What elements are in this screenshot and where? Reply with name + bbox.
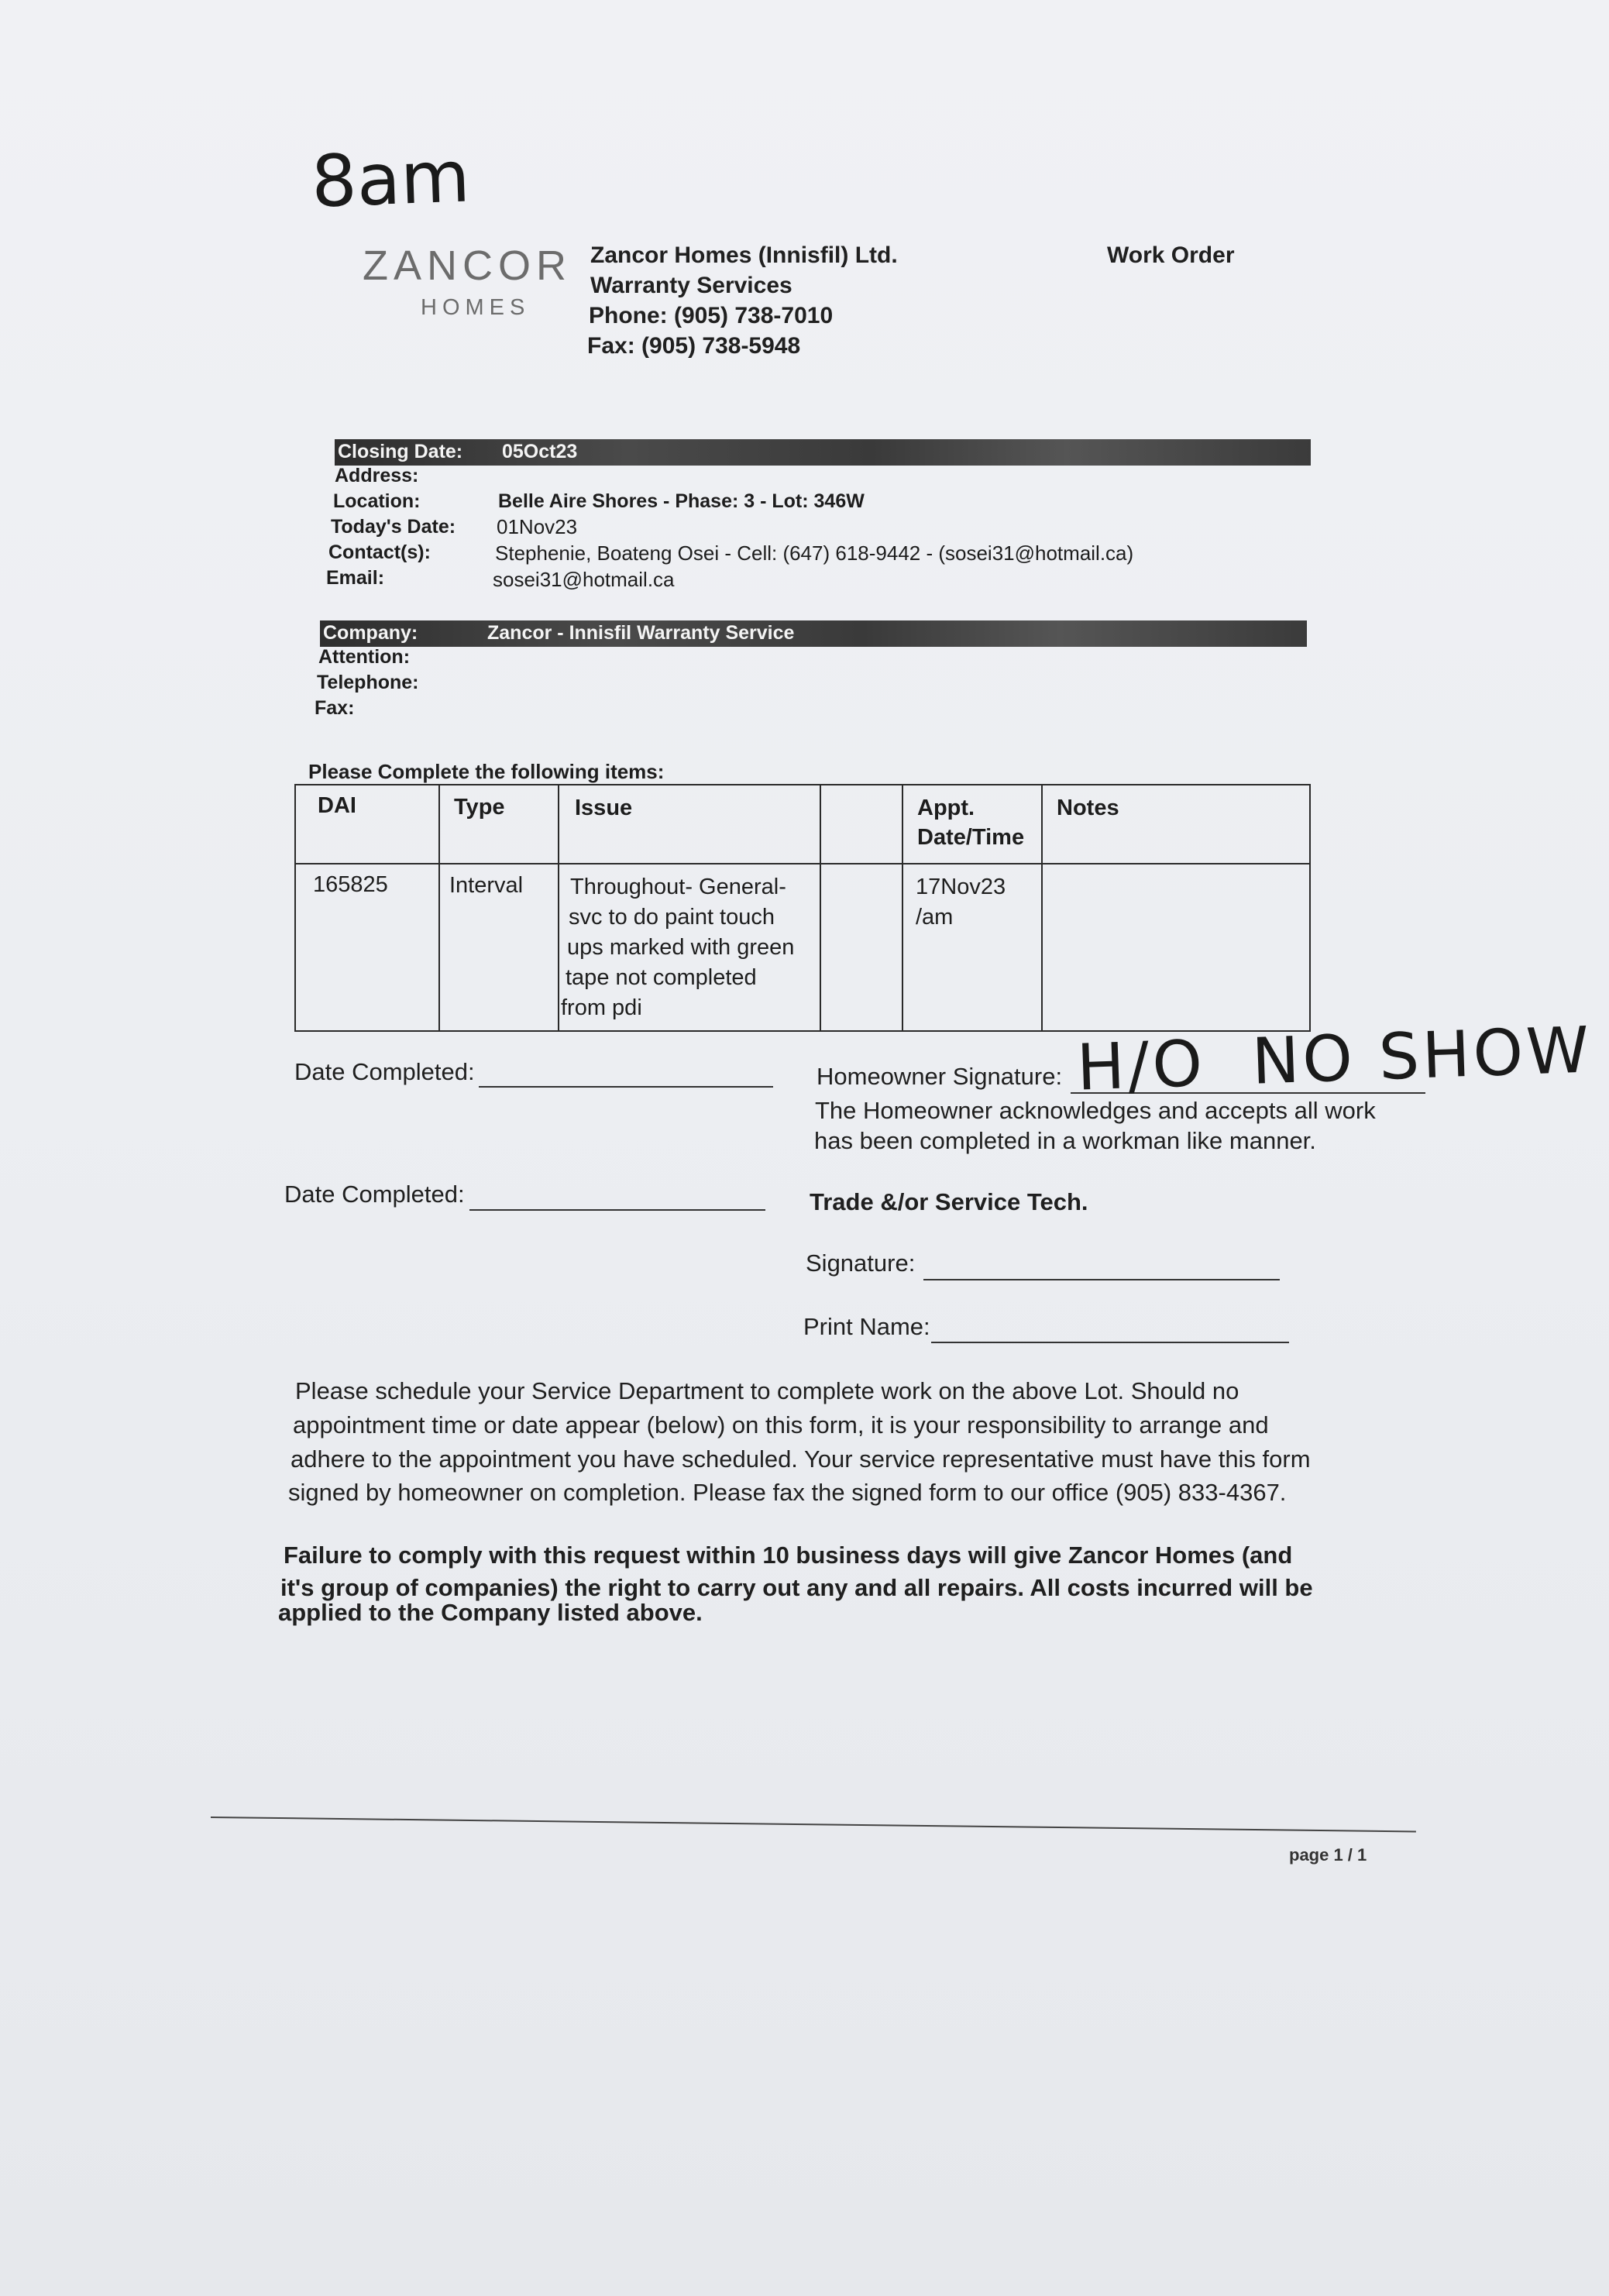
col-divider (902, 784, 903, 1030)
homeowner-date-line (479, 1086, 773, 1088)
company-bar (320, 620, 1307, 647)
col-header-dai: DAI (318, 793, 356, 818)
document-type: Work Order (1107, 242, 1235, 268)
items-table (294, 784, 1311, 1032)
fax-label: Fax: (315, 697, 355, 719)
trade-heading: Trade &/or Service Tech. (810, 1188, 1088, 1215)
cell-issue-line: ups marked with green (567, 935, 795, 960)
cell-issue-line: tape not completed (566, 965, 757, 990)
company-label: Company: (323, 622, 418, 644)
trade-date-line (469, 1209, 765, 1211)
todays-date-label: Today's Date: (331, 516, 456, 538)
warning-line: it's group of companies) the right to carry out any and all repairs. All costs incurred will be (280, 1574, 1313, 1601)
contacts-value: Stephenie, Boateng Osei - Cell: (647) 618-9442 - (sosei31@hotmail.ca) (495, 541, 1134, 565)
closing-date-bar (335, 439, 1311, 466)
todays-date-value: 01Nov23 (497, 515, 578, 538)
table-header-divider (294, 863, 1309, 864)
trade-print-name-label: Print Name: (803, 1313, 930, 1340)
location-label: Location: (333, 490, 421, 512)
email-value: sosei31@hotmail.ca (493, 568, 675, 591)
handwritten-no-show: H/O NO SHOW (1075, 1013, 1594, 1105)
trade-signature-line (923, 1279, 1280, 1280)
department-name: Warranty Services (590, 273, 792, 298)
footer-rule (211, 1817, 1416, 1832)
col-divider (438, 784, 440, 1030)
homeowner-date-completed-label: Date Completed: (294, 1058, 475, 1085)
page-number: page 1 / 1 (1289, 1845, 1367, 1865)
logo-subtitle: HOMES (421, 295, 531, 320)
col-header-type: Type (454, 795, 505, 820)
trade-date-completed-label: Date Completed: (284, 1181, 465, 1208)
location-value: Belle Aire Shores - Phase: 3 - Lot: 346W (498, 490, 865, 512)
instructions-line: signed by homeowner on completion. Please fax the signed form to our office (905) 833-4367. (288, 1479, 1287, 1506)
cell-dai: 165825 (313, 872, 388, 897)
telephone-label: Telephone: (317, 672, 419, 693)
company-value: Zancor - Innisfil Warranty Service (487, 622, 795, 644)
warning-line: Failure to comply with this request within 10 business days will give Zancor Homes (and (284, 1542, 1293, 1569)
instructions-line: appointment time or date appear (below) on this form, it is your responsibility to arrange and (293, 1411, 1269, 1438)
col-header-notes: Notes (1057, 796, 1119, 820)
address-label: Address: (335, 465, 419, 486)
instructions-line: Please schedule your Service Department to complete work on the above Lot. Should no (295, 1377, 1239, 1404)
cell-appt-line: /am (916, 905, 954, 930)
col-header-appt: Appt. Date/Time (917, 796, 1025, 850)
homeowner-ack-line: The Homeowner acknowledges and accepts all work (815, 1097, 1376, 1124)
instructions-line: adhere to the appointment you have scheduled. Your service representative must have this form (291, 1445, 1311, 1473)
handwritten-time: 8am (310, 135, 472, 224)
cell-issue-line: svc to do paint touch (569, 905, 775, 930)
col-divider (558, 784, 559, 1030)
homeowner-signature-label: Homeowner Signature: (817, 1063, 1063, 1090)
company-name: Zancor Homes (Innisfil) Ltd. (590, 242, 898, 268)
closing-date-label: Closing Date: (338, 441, 463, 462)
col-divider (1041, 784, 1043, 1030)
closing-date-value: 05Oct23 (502, 441, 578, 462)
logo-wordmark: ZANCOR (363, 242, 572, 289)
cell-type: Interval (449, 873, 524, 898)
warning-line: applied to the Company listed above. (278, 1599, 703, 1626)
header-phone: Phone: (905) 738-7010 (589, 303, 834, 328)
trade-print-name-line (931, 1342, 1289, 1343)
contacts-label: Contact(s): (328, 541, 431, 563)
attention-label: Attention: (318, 646, 411, 668)
items-heading: Please Complete the following items: (308, 760, 665, 783)
header-fax: Fax: (905) 738-5948 (587, 333, 801, 359)
email-label: Email: (326, 567, 385, 589)
col-divider (820, 784, 821, 1030)
cell-issue-line: Throughout- General- (570, 875, 786, 899)
cell-appt-line: 17Nov23 (916, 875, 1006, 899)
trade-signature-label: Signature: (806, 1249, 916, 1277)
cell-issue-line: from pdi (561, 995, 642, 1020)
homeowner-ack-line: has been completed in a workman like manner. (814, 1127, 1316, 1154)
col-header-issue: Issue (575, 796, 633, 820)
